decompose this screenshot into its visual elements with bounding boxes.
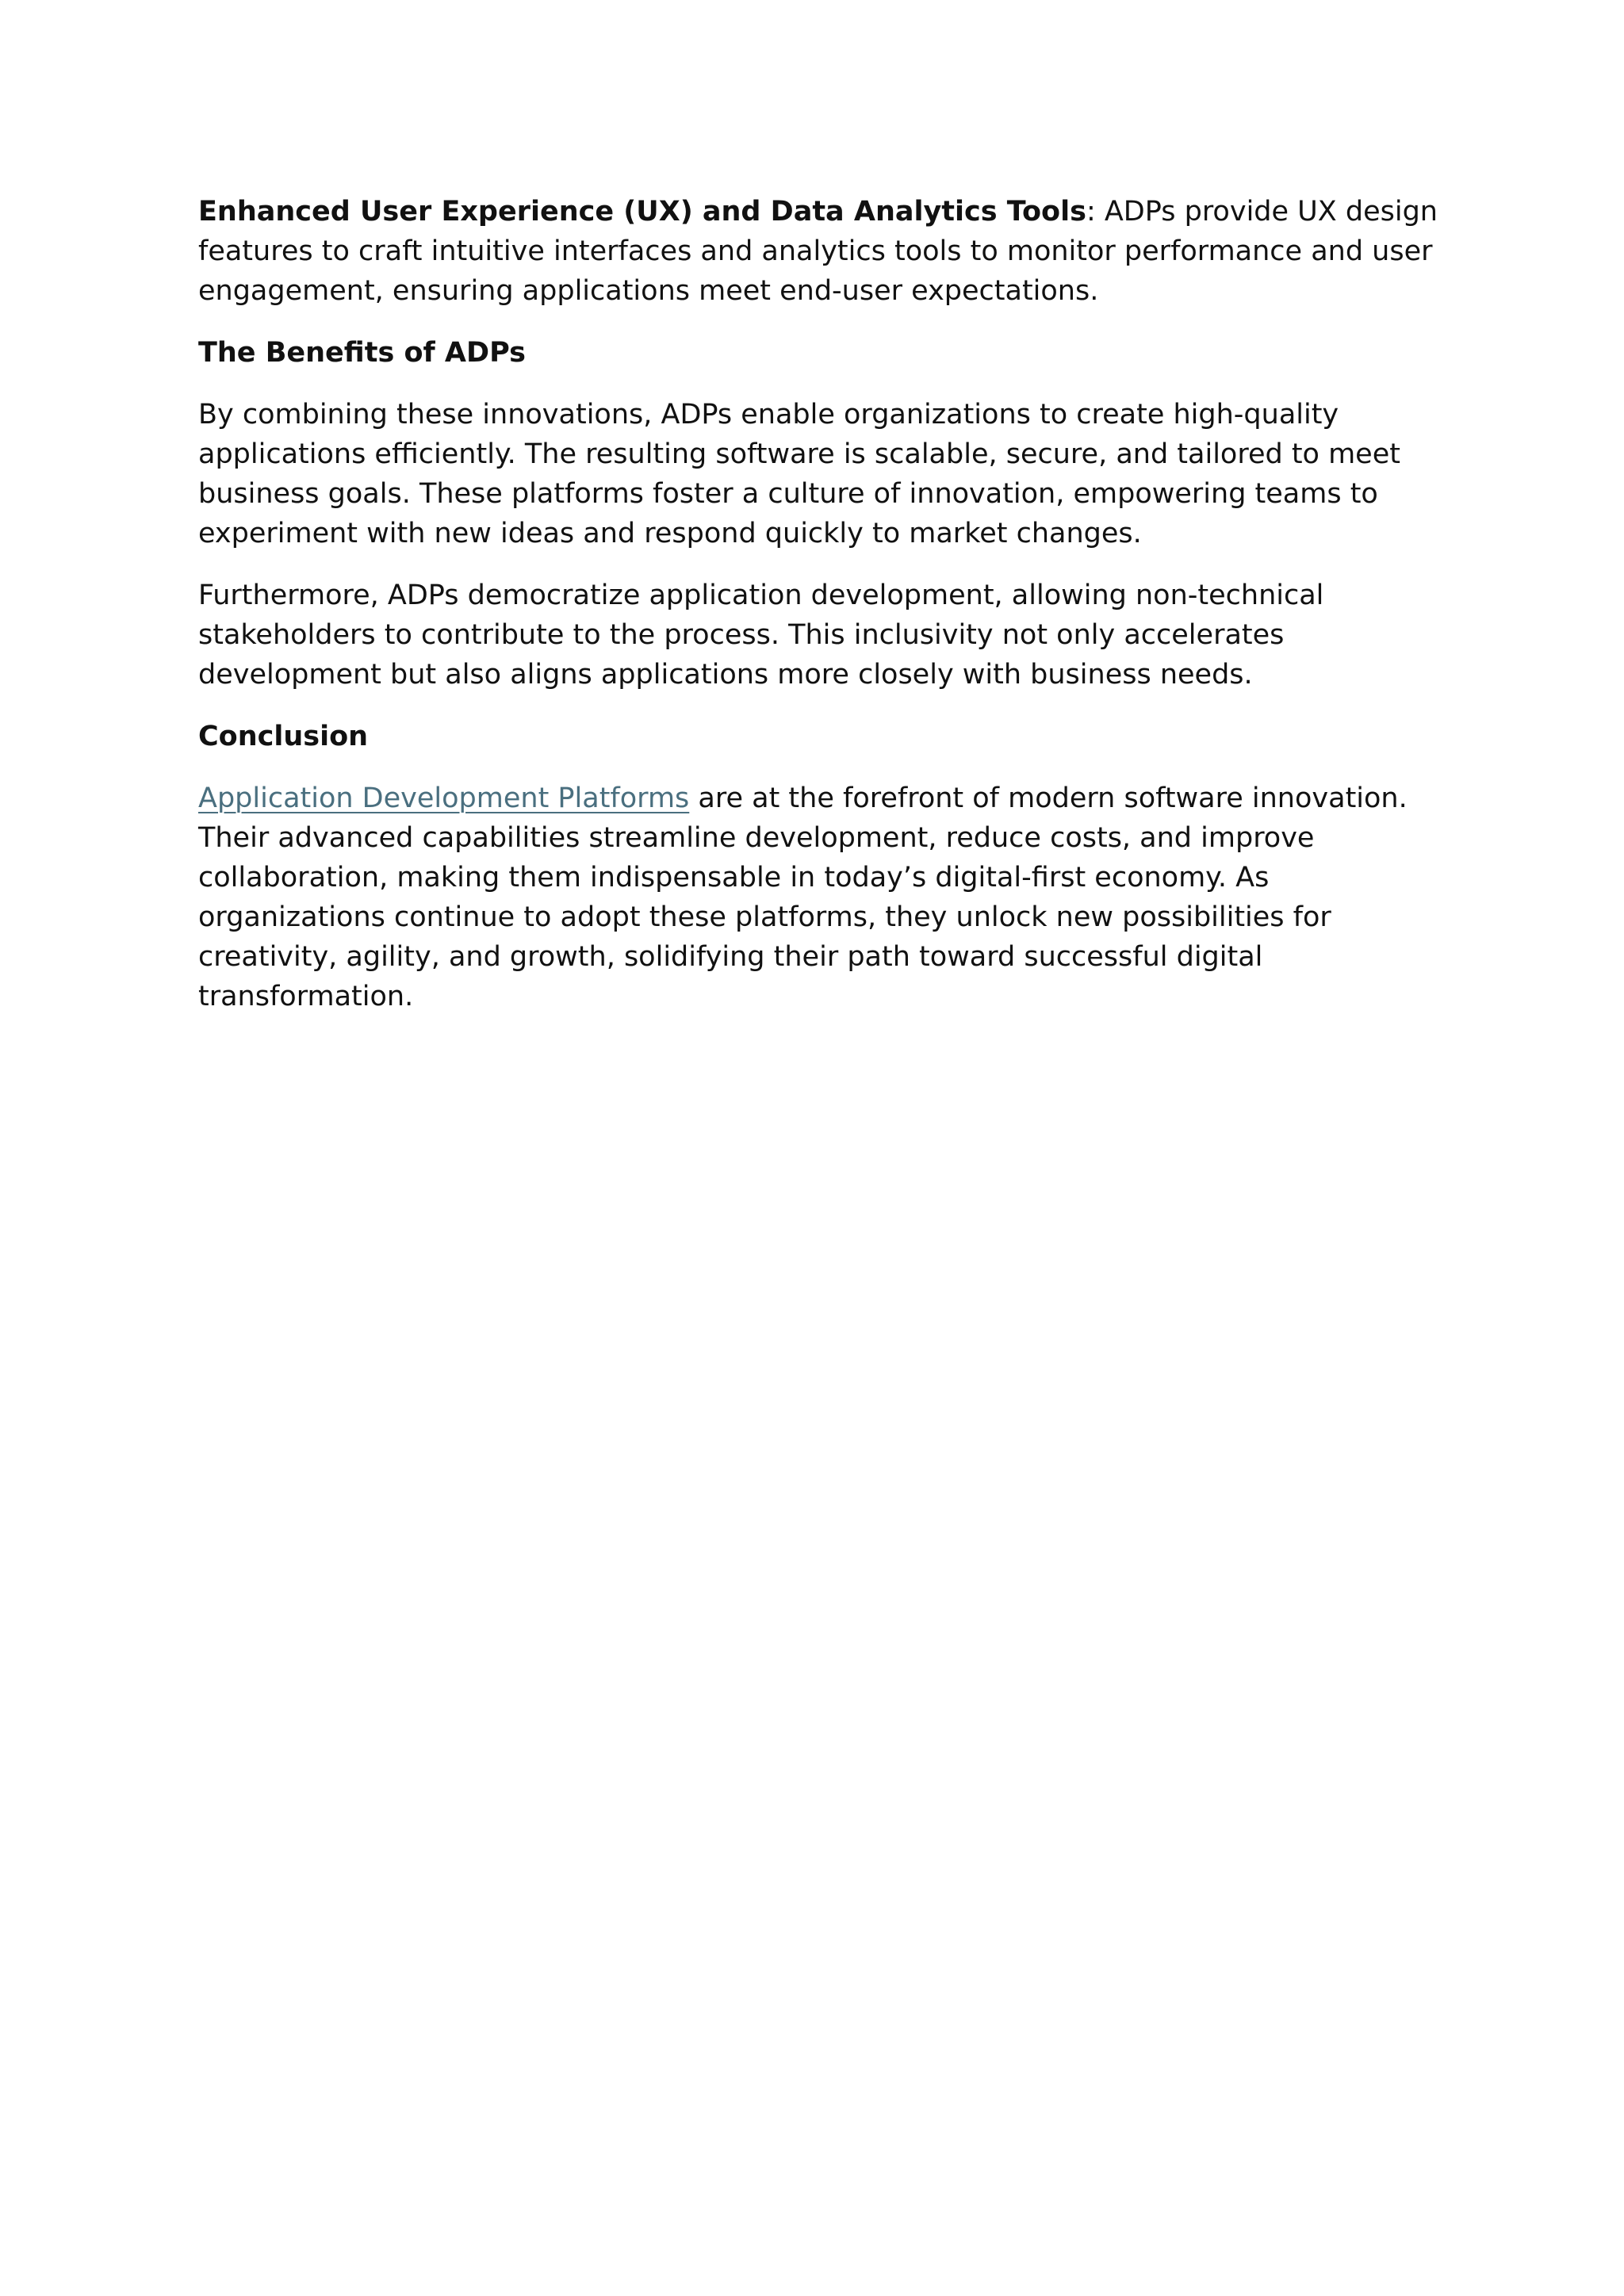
conclusion-text: are at the forefront of modern software innovation. Their advanced capabilities streamline development, reduce costs, and improve collaboration, making them indispensable in today’s digital-first economy. As organizations continue to adopt these platforms, they unlock new possibilities for creativity, agility, and growth, solidifying their path toward successful digital transformation.	[198, 783, 1408, 1012]
ux-tools-text: : ADPs provide UX design features to craft intuitive interfaces and analytics tools to monitor performance and user engagement, ensuring applications meet end-user expectations.	[198, 196, 1438, 307]
benefits-paragraph-2: Furthermore, ADPs democratize application development, allowing non-technical stakeholders to contribute to the process. This inclusivity not only accelerates development but also aligns applications more closely with business needs.	[198, 580, 1324, 691]
ux-tools-bold-lead: Enhanced User Experience (UX) and Data Analytics Tools	[198, 196, 1086, 228]
document-page	[198, 192, 1451, 1039]
conclusion-heading: Conclusion	[198, 721, 369, 752]
benefits-paragraph-1: By combining these innovations, ADPs enable organizations to create high-quality applications efficiently. The resulting software is scalable, secure, and tailored to meet business goals. These platforms foster a culture of innovation, empowering teams to experiment with new ideas and respond quickly to market changes.	[198, 399, 1400, 549]
adp-link[interactable]: Application Development Platforms	[198, 783, 690, 814]
ux-tools-paragraph	[198, 192, 1451, 311]
conclusion-paragraph	[198, 779, 1451, 1016]
benefits-heading: The Benefits of ADPs	[198, 337, 526, 369]
